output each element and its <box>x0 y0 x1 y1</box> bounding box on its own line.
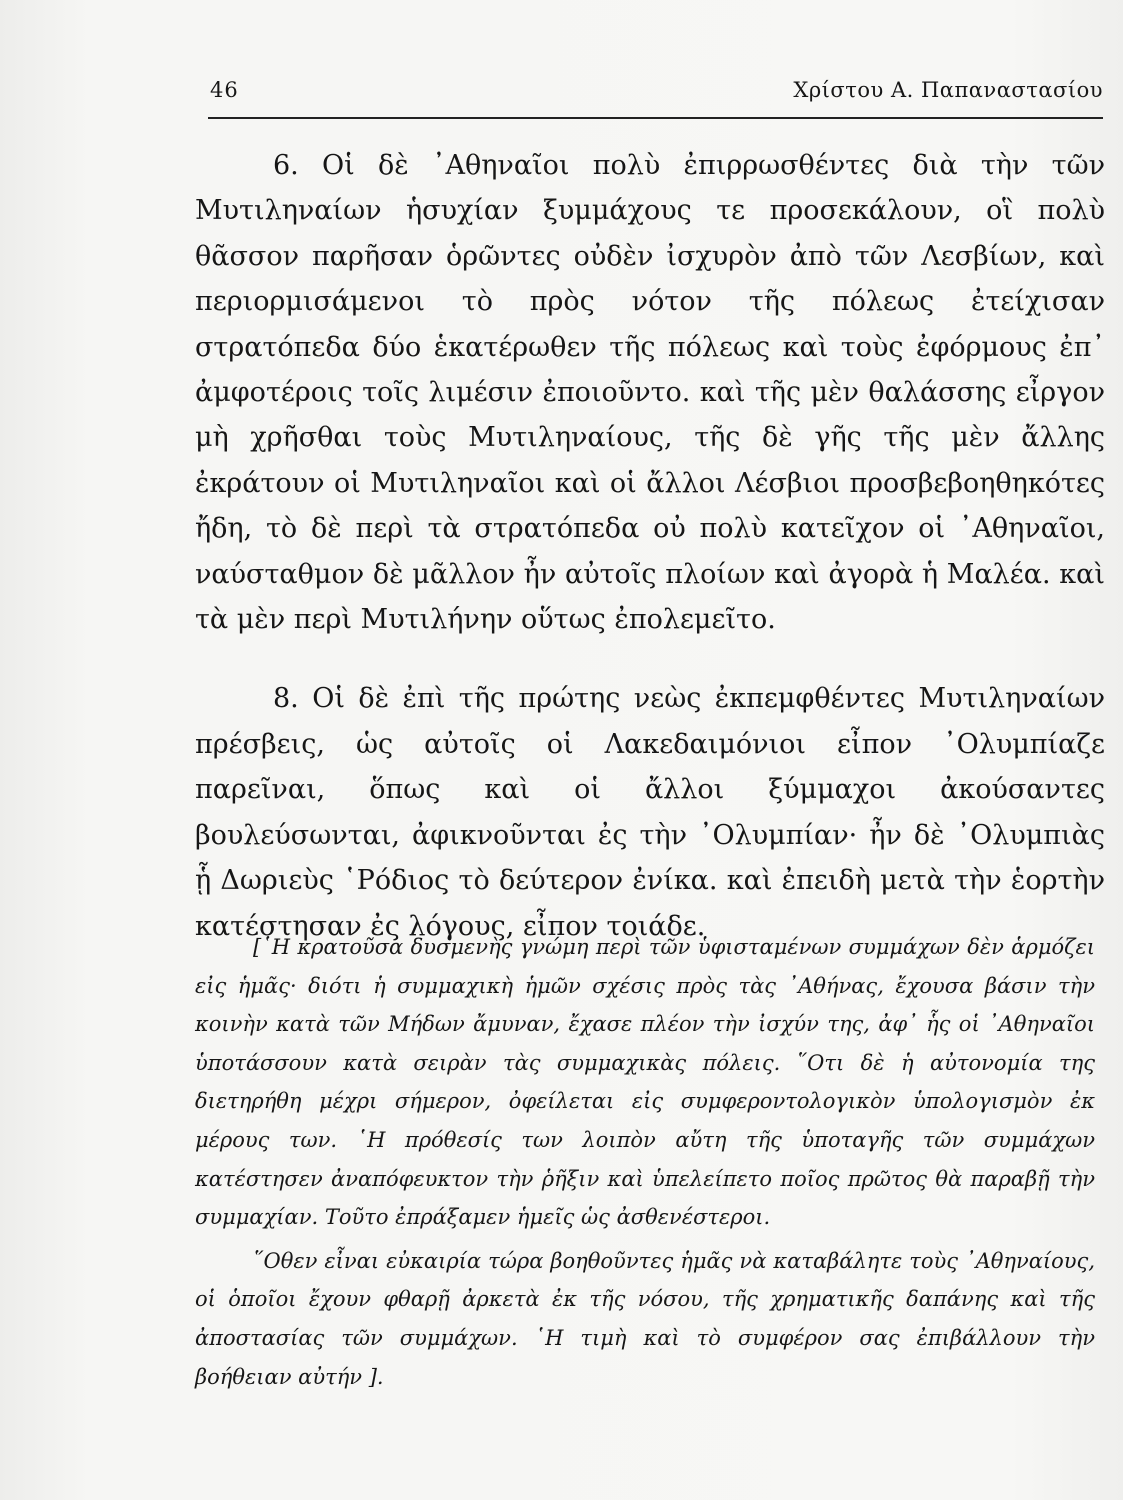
running-title: Χρίστου Α. Παπαναστασίου <box>793 78 1103 102</box>
paragraph-6: 6. Οἱ δὲ ᾿Αθηναῖοι πολὺ ἐπιρρωσθέντες διὰ τὴν τῶν Μυτιληναίων ἡσυχίαν ξυμμάχους τε προσεκάλουν, οἳ πολὺ θᾶσσον παρῆσαν ὁρῶντες οὐδὲν ἰσχυρὸν ἀπὸ τῶν Λεσβίων, καὶ περιορμισάμενοι τὸ πρὸς νότον τῆς πόλεως ἐτείχισαν στρατόπεδα δύο ἑκατέρωθεν τῆς πόλεως καὶ τοὺς ἐφόρμους ἐπ᾿ ἀμφοτέροις τοῖς λιμέσιν ἐποιοῦντο. καὶ τῆς μὲν θαλάσσης εἶργον μὴ χρῆσθαι τοὺς Μυτιληναίους, τῆς δὲ γῆς τῆς μὲν ἄλλης ἐκράτουν οἱ Μυτιληναῖοι καὶ οἱ ἄλλοι Λέσβιοι προσβεβοηθηκότες ἤδη, τὸ δὲ περὶ τὰ στρατόπεδα οὐ πολὺ κατεῖχον οἱ ᾿Αθηναῖοι, ναύσταθμον δὲ μᾶλλον ἦν αὐτοῖς πλοίων καὶ ἀγορὰ ἡ Μαλέα. καὶ τὰ μὲν περὶ Μυτιλήνην οὕτως ἐπολεμεῖτο. <box>195 150 1105 636</box>
commentary-paragraph-1: [῾Η κρατοῦσα δυσμενὴς γνώμη περὶ τῶν ὑφισταμένων συμμάχων δὲν ἁρμόζει εἰς ἡμᾶς· διότι ἡ συμμαχικὴ ἡμῶν σχέσις πρὸς τὰς ᾿Αθήνας, ἔχουσα βάσιν τὴν κοινὴν κατὰ τῶν Μήδων ἄμυναν, ἔχασε πλέον τὴν ἰσχύν της, ἀφ᾿ ἧς οἱ ᾿Αθηναῖοι ὑποτάσσουν κατὰ σειρὰν τὰς συμμαχικὰς πόλεις. ῞Οτι δὲ ἡ αὐτονομία της διετηρήθη μέχρι σήμερον, ὀφείλεται εἰς συμφεροντολογικὸν ὑπολογισμὸν ἐκ μέρους των. ῾Η πρόθεσίς των λοιπὸν αὔτη τῆς ὑποταγῆς τῶν συμμάχων κατέστησεν ἀναπόφευκτον τὴν ῥῆξιν καὶ ὑπελείπετο ποῖος πρῶτος θὰ παραβῇ τὴν συμμαχίαν. Τοῦτο ἐπράξαμεν ἡμεῖς ὡς ἀσθενέστεροι. <box>195 935 1095 1230</box>
greek-source-text <box>195 143 1105 949</box>
commentary-block <box>195 928 1095 1396</box>
commentary-paragraph-2: ῞Οθεν εἶναι εὐκαιρία τώρα βοηθοῦντες ἡμᾶς νὰ καταβάλητε τοὺς ᾿Αθηναίους, οἱ ὁποῖοι ἔχουν φθαρῇ ἀρκετὰ ἐκ τῆς νόσου, τῆς χρηματικῆς δαπάνης καὶ τῆς ἀποστασίας τῶν συμμάχων. ῾Η τιμὴ καὶ τὸ συμφέρον σας ἐπιβάλλουν τὴν βοήθειαν αὐτήν ]. <box>195 1248 1095 1389</box>
header-rule <box>208 117 1103 119</box>
paragraph-8: 8. Οἱ δὲ ἐπὶ τῆς πρώτης νεὼς ἐκπεμφθέντες Μυτιληναίων πρέσβεις, ὡς αὐτοῖς οἱ Λακεδαιμόνιοι εἶπον ᾿Ολυμπίαζε παρεῖναι, ὅπως καὶ οἱ ἄλλοι ξύμμαχοι ἀκούσαντες βουλεύσωνται, ἀφικνοῦνται ἐς τὴν ᾿Ολυμπίαν· ἦν δὲ ᾿Ολυμπιὰς ᾗ Δωριεὺς ῾Ρόδιος τὸ δεύτερον ἐνίκα. καὶ ἐπειδὴ μετὰ τὴν ἑορτὴν κατέστησαν ἐς λόγους, εἶπον τοιάδε. <box>195 683 1105 942</box>
page-header <box>210 78 1103 108</box>
page-number: 46 <box>210 78 239 102</box>
